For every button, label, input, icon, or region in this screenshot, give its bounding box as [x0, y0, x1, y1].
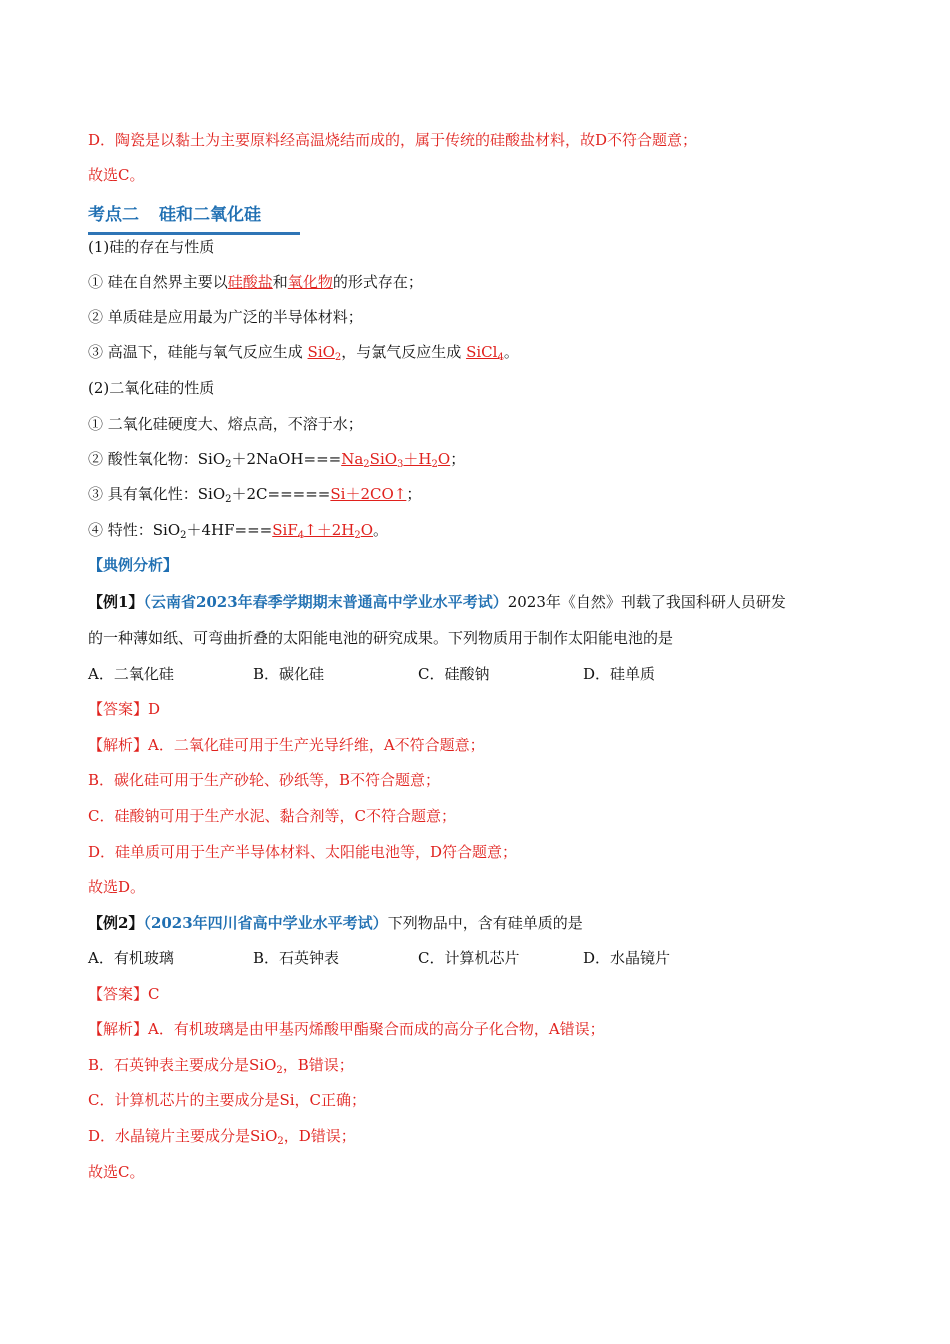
example2-option-c: C．计算机芯片: [418, 949, 520, 967]
example2-stem: 【例2】（2023年四川省高中学业水平考试）下列物品中，含有硅单质的是: [88, 914, 583, 932]
example1-source: （云南省2023年春季学期期末普通高中学业水平考试）: [143, 593, 508, 611]
sio2-point-4: ④ 特性：$SiO_2+4HF===SiF_4↑+2H_2O$。: [88, 521, 389, 541]
sio2-point-3: ③ 具有氧化性：SiO$_2$＋2C=====Si＋2CO↑；: [88, 485, 422, 505]
example1-explain-1: 【解析】A．二氧化硅可用于生产光导纤维，A不符合题意；: [88, 736, 485, 754]
silicon-point-3: ③ 高温下，硅能与氧气反应生成 SiO$_2$，与氯气反应生成 SiCl$_4$。: [88, 343, 519, 363]
sio2-header: (2)二氧化硅的性质: [88, 379, 215, 397]
example2-option-d: D．水晶镜片: [583, 949, 671, 967]
example1-option-d: D．硅单质: [583, 665, 656, 683]
blank-sio2: SiO$_2$: [307, 343, 342, 363]
example2-source: （2023年四川省高中学业水平考试）: [143, 914, 388, 932]
section-title: 硅和二氧化硅: [159, 205, 261, 225]
blank-oxide: 氧化物: [287, 273, 333, 291]
sio2-point-1: ① 二氧化硅硬度大、熔点高，不溶于水；: [88, 415, 363, 433]
example1-option-c: C．硅酸钠: [418, 665, 490, 683]
section-heading: [88, 200, 261, 225]
example2-answer: 【答案】C: [88, 985, 160, 1003]
example1-answer: 【答案】D: [88, 700, 161, 718]
blank-sicl4: SiCl$_4$: [466, 343, 504, 363]
example1-explain-2: B．碳化硅可用于生产砂轮、砂纸等，B不符合题意；: [88, 771, 441, 789]
example1-stem-line2: 的一种薄如纸、可弯曲折叠的太阳能电池的研究成果。下列物质用于制作太阳能电池的是: [88, 629, 674, 647]
example1-explain-3: C．硅酸钠可用于生产水泥、黏合剂等，C不符合题意；: [88, 807, 456, 825]
example1-explain-4: D．硅单质可用于生产半导体材料、太阳能电池等，D符合题意；: [88, 843, 518, 861]
prev-option-d-explanation: D．陶瓷是以黏土为主要原料经高温烧结而成的，属于传统的硅酸盐材料，故D不符合题意；: [88, 131, 698, 149]
silicon-point-1: ① 硅在自然界主要以硅酸盐和氧化物的形式存在；: [88, 273, 423, 291]
section-heading-rule: [88, 232, 300, 235]
blank-naoh-products: $Na_2SiO_3+H_2O$: [341, 450, 451, 470]
example2-explain-2: B．石英钟表主要成分是SiO$_2$，B错误；: [88, 1056, 354, 1076]
example2-explain-4: D．水晶镜片主要成分是SiO$_2$，D错误；: [88, 1127, 356, 1147]
silicon-header: (1)硅的存在与性质: [88, 238, 215, 256]
blank-hf-products: $SiF_4↑+2H_2O$: [272, 521, 374, 541]
example1-explain-5: 故选D。: [88, 878, 146, 896]
example2-explain-1: 【解析】A．有机玻璃是由甲基丙烯酸甲酯聚合而成的高分子化合物，A错误；: [88, 1020, 605, 1038]
example1-stem-line1: 【例1】（云南省2023年春季学期期末普通高中学业水平考试）2023年《自然》刊载了我国科研人员研发: [88, 593, 786, 611]
example2-option-a: A．有机玻璃: [88, 949, 174, 967]
example2-explain-5: 故选C。: [88, 1163, 145, 1181]
example1-option-a: A．二氧化硅: [88, 665, 174, 683]
silicon-point-2: ② 单质硅是应用最为广泛的半导体材料；: [88, 308, 363, 326]
section-label: 考点二: [88, 205, 139, 225]
blank-carbon-products: Si＋2CO↑: [330, 485, 407, 503]
sio2-point-2: ② 酸性氧化物：$SiO_2+2NaOH===Na_2SiO_3+H_2O$；: [88, 450, 466, 470]
example1-tag: 【例1】: [88, 593, 144, 611]
example2-tag: 【例2】: [88, 914, 144, 932]
blank-silicate: 硅酸盐: [227, 273, 273, 291]
prev-conclusion: 故选C。: [88, 166, 145, 184]
example2-explain-3: C．计算机芯片的主要成分是Si，C正确；: [88, 1091, 367, 1109]
example2-option-b: B．石英钟表: [253, 949, 340, 967]
example1-option-b: B．碳化硅: [253, 665, 325, 683]
analysis-title: 【典例分析】: [88, 556, 179, 574]
